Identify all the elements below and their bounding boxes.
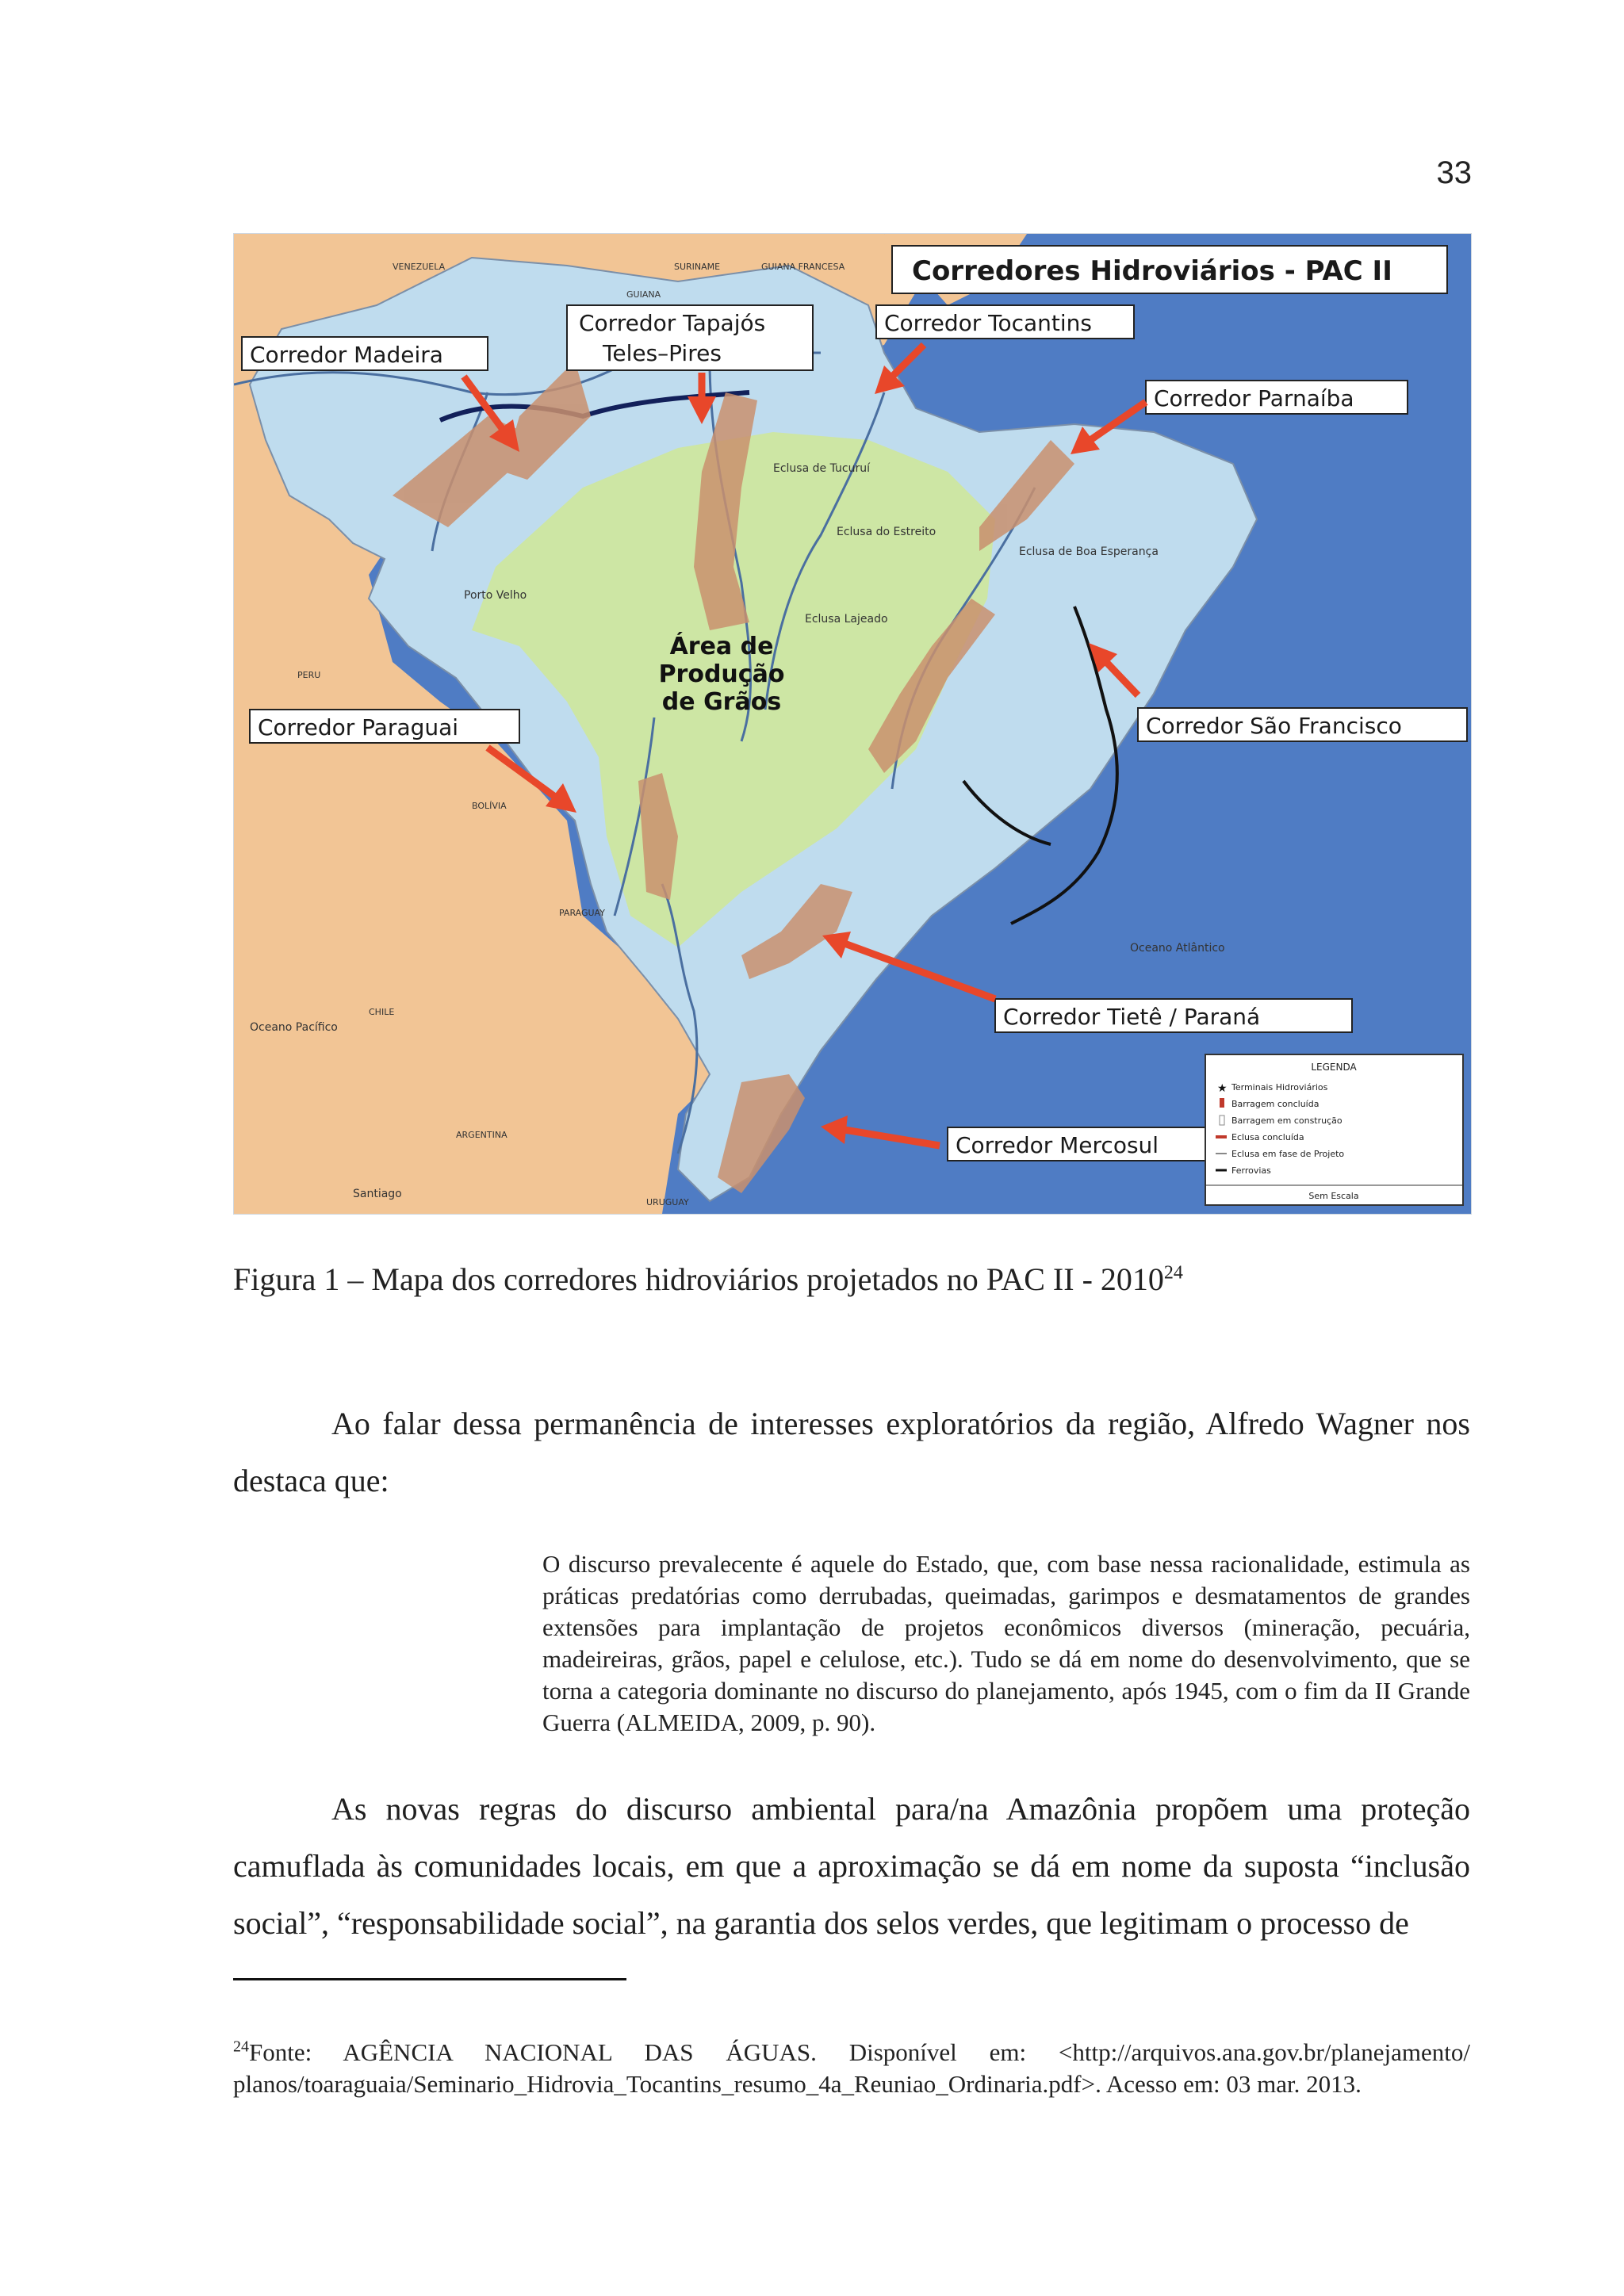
country-label: URUGUAY: [646, 1197, 689, 1207]
label-corredor-parnaiba: Corredor Parnaíba: [1154, 385, 1354, 411]
country-label: SURINAME: [674, 262, 721, 272]
caption-text: Figura 1 – Mapa dos corredores hidroviários projetados no PAC II - 2010: [233, 1261, 1164, 1297]
place-label: Eclusa do Estreito: [837, 526, 936, 538]
legend-item: Terminais Hidroviários: [1231, 1082, 1328, 1093]
map-title: Corredores Hidroviários - PAC II: [912, 255, 1392, 287]
footnote-text: Fonte: AGÊNCIA NACIONAL DAS ÁGUAS. Disponível em: <http://arquivos.ana.gov.br/planejamento/ planos/toaraguaia/Seminario_Hidrovia_Tocantins_resumo_4a_Reuniao_Ordinaria.pdf>. Acesso em: 03 mar. 2013.: [233, 2038, 1470, 2098]
country-label: CHILE: [369, 1007, 395, 1017]
country-label: BOLÍVIA: [472, 801, 507, 811]
label-corredor-sao-francisco: Corredor São Francisco: [1146, 713, 1402, 739]
footnote-separator: [233, 1978, 626, 1980]
star-icon: ★: [1217, 1082, 1228, 1095]
corridor-map-figure: [233, 233, 1472, 1215]
grain-area-label-line3: de Grãos: [661, 688, 782, 716]
label-corredor-tiete-parana: Corredor Tietê / Paraná: [1003, 1004, 1261, 1030]
label-corredor-mercosul: Corredor Mercosul: [956, 1132, 1159, 1158]
country-label: PERU: [297, 670, 321, 680]
place-label: Eclusa de Boa Esperança: [1019, 545, 1159, 558]
footnote-number: 24: [233, 2038, 249, 2056]
legend-item: Barragem em construção: [1231, 1115, 1342, 1126]
body-paragraph-2: As novas regras do discurso ambiental para/na Amazônia propõem uma proteção camuflada às comunidades locais, em que a aproximação se dá em nome da suposta “inclusão social”, “responsabilidade social”, na garantia dos selos verdes, que legitimam o processo de: [233, 1791, 1470, 1941]
legend-item: Ferrovias: [1231, 1165, 1271, 1176]
country-label: PARAGUAY: [559, 908, 605, 918]
legend-title: LEGENDA: [1311, 1062, 1357, 1073]
dam-construction-icon: [1220, 1115, 1224, 1125]
legend-item: Barragem concluída: [1231, 1099, 1320, 1109]
label-corredor-tapajos: Corredor Tapajós: [579, 310, 766, 336]
body-paragraph-1: Ao falar dessa permanência de interesses exploratórios da região, Alfredo Wagner nos destaca que:: [233, 1406, 1470, 1498]
label-teles-pires: Teles–Pires: [603, 340, 722, 366]
corridor-map: [234, 234, 1471, 1214]
place-label: Porto Velho: [464, 589, 527, 602]
place-label: Santiago: [353, 1188, 402, 1200]
place-label: Eclusa Lajeado: [805, 613, 888, 626]
label-corredor-tocantins: Corredor Tocantins: [884, 310, 1093, 336]
place-label: Eclusa de Tucuruí: [773, 462, 870, 475]
label-corredor-paraguai: Corredor Paraguai: [258, 714, 459, 740]
legend-footer: Sem Escala: [1308, 1191, 1359, 1201]
grain-area-label-line2: Produção: [658, 660, 785, 688]
grain-area-label-line1: Área de: [669, 633, 774, 660]
page-number: 33: [1436, 155, 1472, 190]
dam-complete-icon: [1220, 1098, 1224, 1108]
caption-footnote-ref: 24: [1163, 1262, 1183, 1284]
map-legend: [1205, 1054, 1463, 1205]
country-label: GUIANA: [626, 289, 661, 300]
country-label: ARGENTINA: [456, 1130, 508, 1140]
label-corredor-madeira: Corredor Madeira: [250, 342, 443, 368]
figure-caption: [233, 1261, 1183, 1298]
block-quote: O discurso prevalecente é aquele do Estado, que, com base nessa racionalidade, estimula as práticas predatórias como derrubadas, queimadas, garimpos e desmatamentos de grandes extensões para implantação de projetos econômicos diversos (mineração, pecuária, madeireiras, grãos, papel e celulose, etc.). Tudo se dá em nome do desenvolvimento, que se torna a categoria dominante no discurso do planejamento, após 1945, com o fim da II Grande Guerra (ALMEIDA, 2009, p. 90).: [542, 1550, 1470, 1736]
place-label: Oceano Atlântico: [1130, 942, 1225, 955]
country-label: GUIANA FRANCESA: [761, 262, 845, 272]
place-label: Oceano Pacífico: [250, 1021, 338, 1034]
country-label: VENEZUELA: [393, 262, 446, 272]
footnote: [233, 2037, 1470, 2100]
legend-item: Eclusa em fase de Projeto: [1231, 1149, 1345, 1159]
legend-item: Eclusa concluída: [1231, 1132, 1304, 1142]
